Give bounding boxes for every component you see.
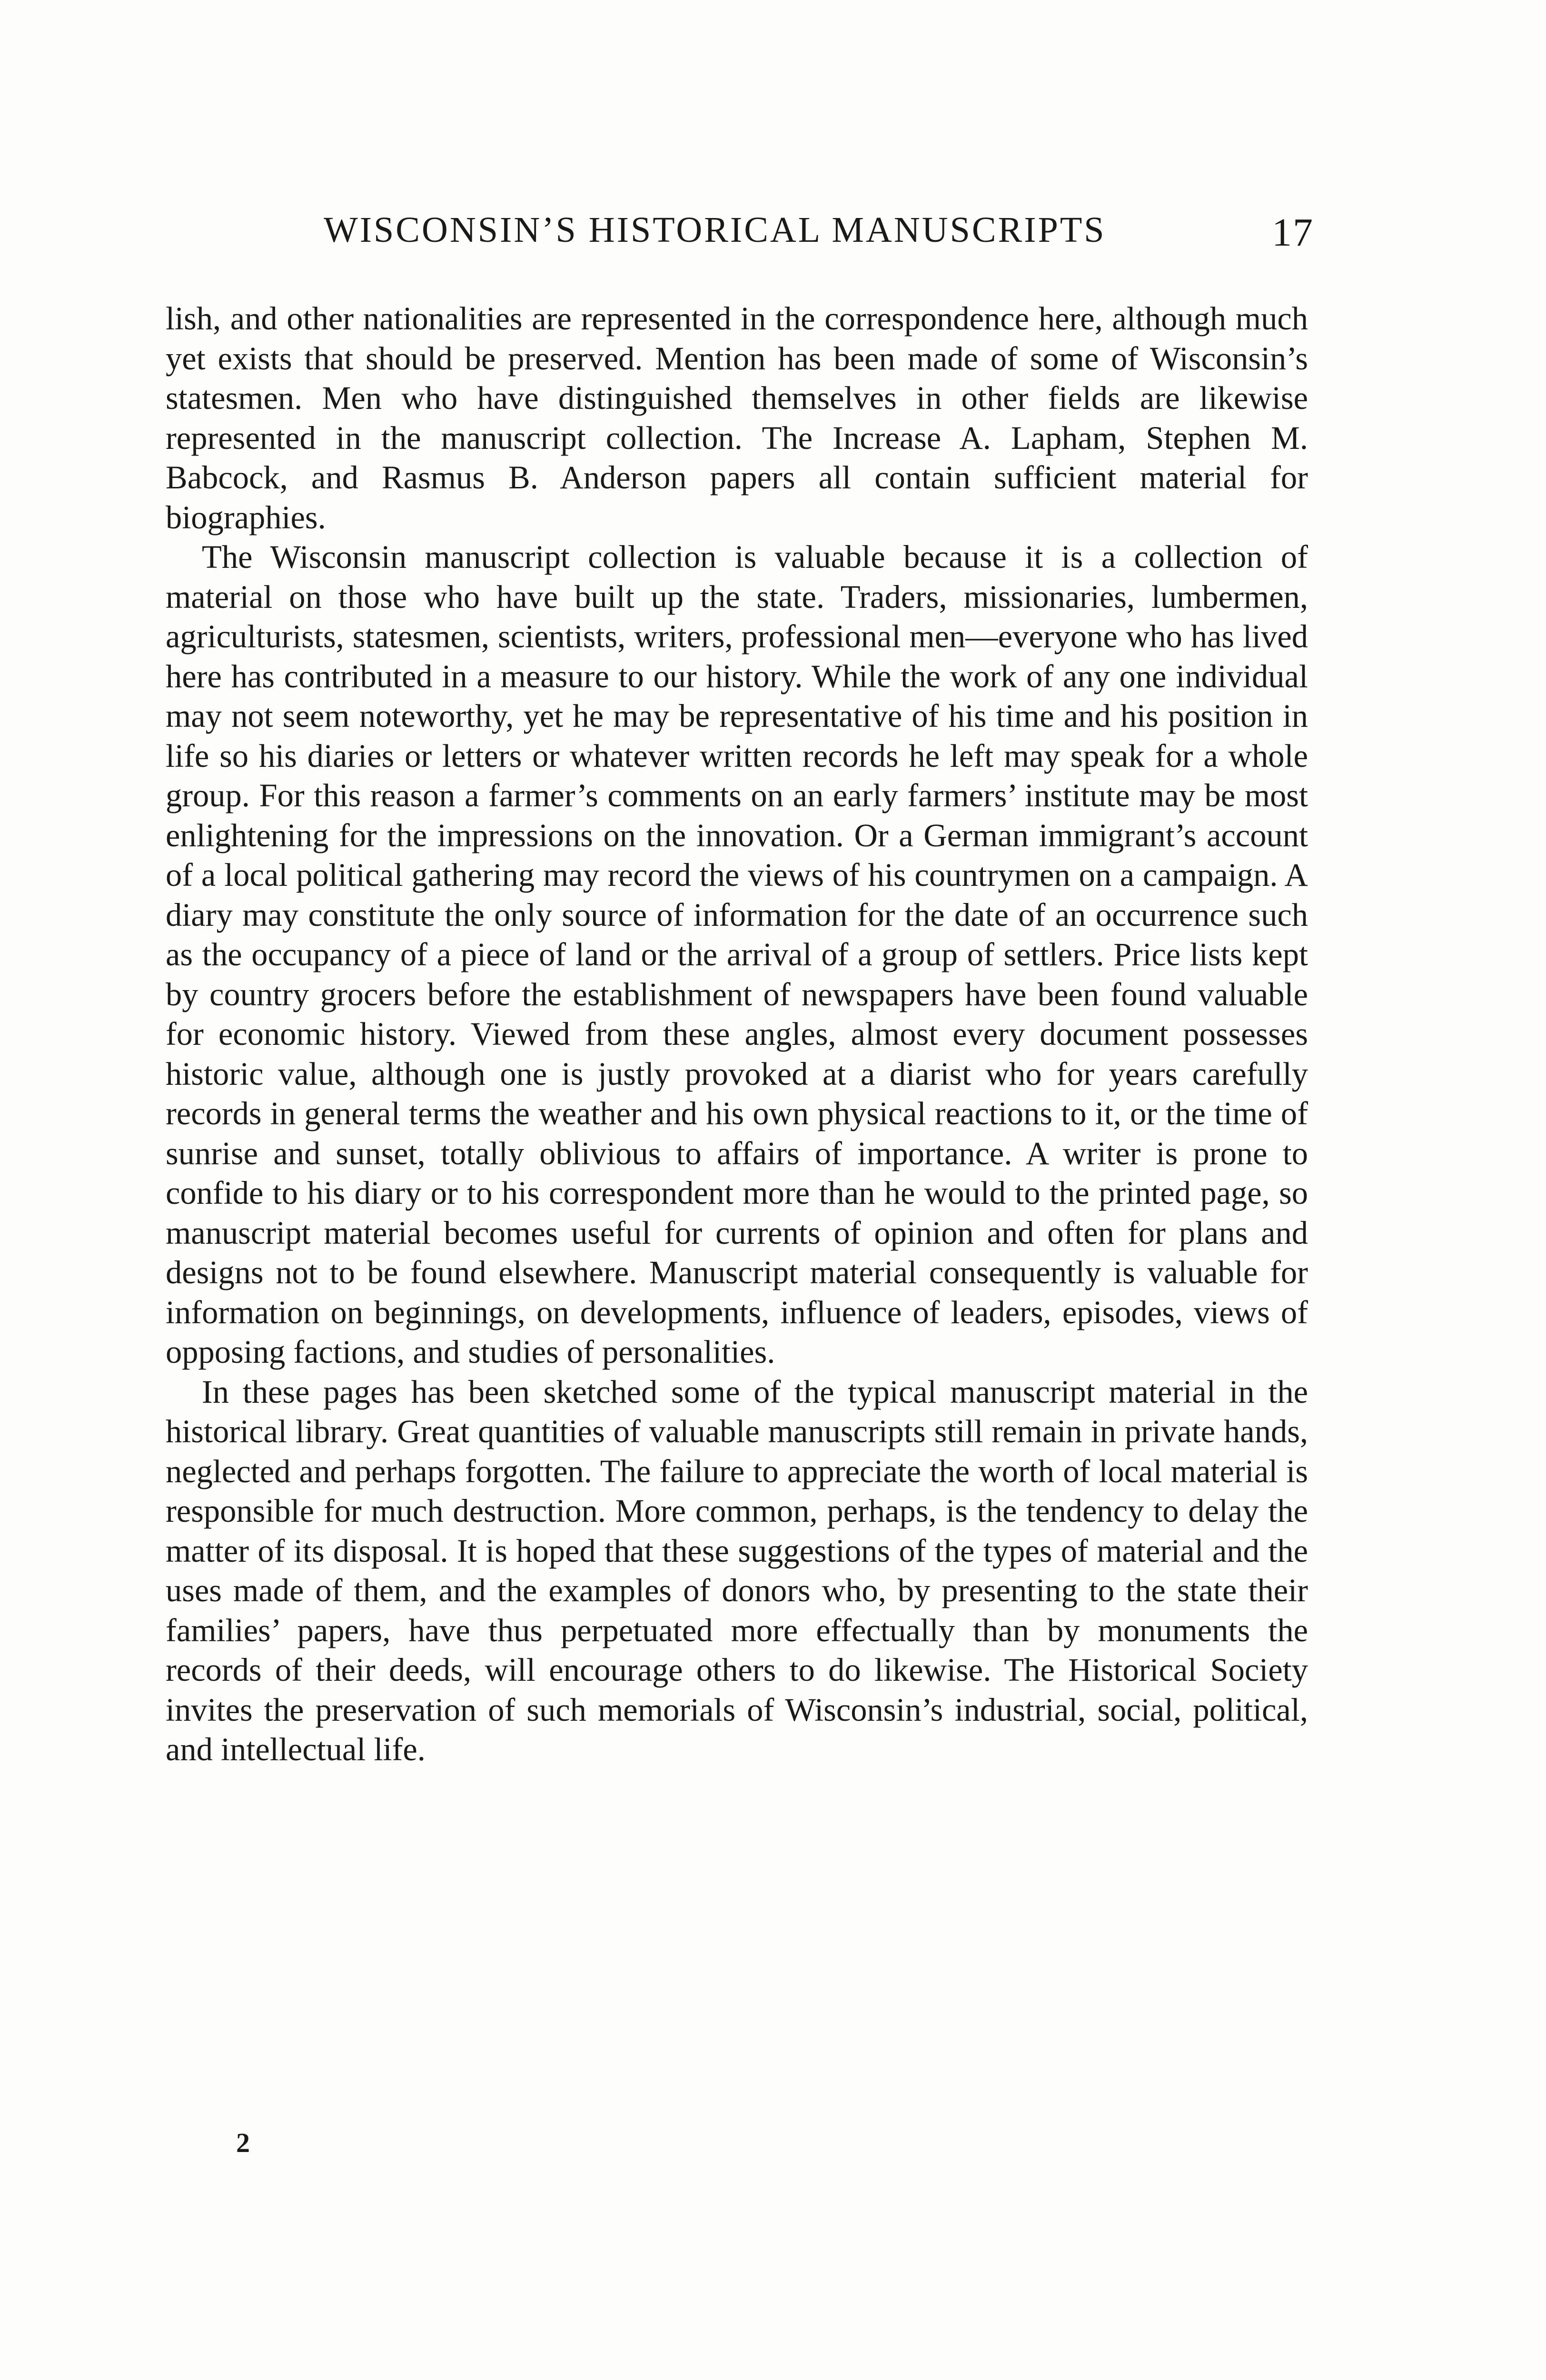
page-number: 17 — [1272, 210, 1314, 255]
paragraph: In these pages has been sketched some of the typical manuscript material in the historical library. Great quantities of valuable manuscripts still remain in private hands, neglected and perhaps forgotten. The failure to appreciate the worth of local material is responsible for much destruction. More common, perhaps, is the tendency to delay the matter of its disposal. It is hoped that these suggestions of the types of material and the uses made of them, and the examples of donors who, by presenting to the state their families’ papers, have thus perpetuated more effectually than by monuments the records of their deeds, will encourage others to do likewise. The Historical Society invites the preservation of such memorials of Wisconsin’s industrial, social, political, and intellectual life. — [166, 1373, 1308, 1767]
signature-mark: 2 — [236, 2127, 250, 2158]
running-title: WISCONSIN’S HISTORICAL MANUSCRIPTS — [324, 210, 1106, 250]
running-head — [324, 209, 1314, 262]
body-text — [166, 299, 1308, 1770]
paragraph: The Wisconsin manuscript collection is valuable because it is a collection of material on those who have built up the state. Traders, missionaries, lumbermen, agriculturists, statesmen, scientists, writers, professional men—everyone who has lived here has contributed in a measure to our history. While the work of any one individual may not seem noteworthy, yet he may be representative of his time and his position in life so his diaries or letters or whatever written records he left may speak for a whole group. For this reason a farmer’s comments on an early farmers’ institute may be most enlightening for the impressions on the innovation. Or a German immigrant’s account of a local political gathering may record the views of his countrymen on a campaign. A diary may constitute the only source of information for the date of an occurrence such as the occupancy of a piece of land or the arrival of a group of settlers. Price lists kept by country grocers before the establishment of newspapers have been found valuable for economic history. Viewed from these angles, almost every document possesses historic value, although one is justly provoked at a diarist who for years carefully records in general terms the weather and his own physical reactions to it, or the time of sunrise and sunset, totally oblivious to affairs of importance. A writer is prone to confide to his diary or to his correspondent more than he would to the printed page, so manuscript material becomes useful for currents of opinion and often for plans and designs not to be found elsewhere. Manuscript material consequently is valuable for information on beginnings, on developments, influence of leaders, episodes, views of opposing factions, and studies of personalities. — [166, 539, 1308, 1370]
paragraph-continued: lish, and other nationalities are represented in the correspondence here, although much yet exists that should be preserved. Mention has been made of some of Wisconsin’s statesmen. Men who have distinguished themselves in other fields are likewise represented in the manuscript collection. The Increase A. Lapham, Stephen M. Babcock, and Rasmus B. Anderson papers all contain sufficient material for biographies. — [166, 300, 1308, 536]
